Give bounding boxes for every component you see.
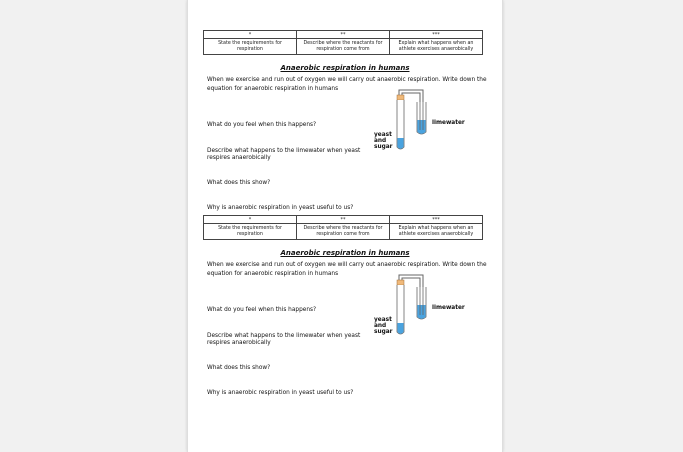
criteria-desc-1: State the requirements for respiration [204,224,297,240]
worksheet-page [187,0,503,452]
success-criteria-table [203,30,483,55]
criteria-star-3: *** [390,216,483,224]
stopper [397,95,404,100]
question-1: What do you feel when this happens? [207,122,317,128]
stopper [397,280,404,285]
yeast-sugar-label: yeast and sugar [374,317,393,336]
fermentation-diagram [368,86,473,152]
question-4: Why is anaerobic respiration in yeast useful to us? [207,205,354,211]
criteria-desc-2: Describe where the reactants for respiration come from [297,224,390,240]
worksheet-section-1 [188,30,502,220]
yeast-liquid [397,138,403,149]
question-4: Why is anaerobic respiration in yeast useful to us? [207,390,354,396]
intro-text: When we exercise and run out of oxygen we will carry out anaerobic respiration. Write down the equation for anaerobic respiration in humans [207,77,487,92]
limewater-liquid [417,305,425,319]
criteria-desc-3: Explain what happens when an athlete exercises anaerobically [390,39,483,55]
question-2: Describe what happens to the limewater when yeast respires anaerobically [207,333,361,346]
question-3: What does this show? [207,365,271,371]
intro-text: When we exercise and run out of oxygen we will carry out anaerobic respiration. Write down the equation for anaerobic respiration in humans [207,262,487,277]
criteria-star-2: ** [297,31,390,39]
criteria-star-2: ** [297,216,390,224]
criteria-star-3: *** [390,31,483,39]
yeast-liquid [397,323,403,334]
fermentation-diagram [368,271,473,337]
worksheet-section-2 [188,215,502,405]
section-heading: Anaerobic respiration in humans [280,249,410,257]
criteria-desc-2: Describe where the reactants for respiration come from [297,39,390,55]
yeast-sugar-label: yeast and sugar [374,132,393,151]
limewater-label: limewater [432,120,465,126]
criteria-star-1: * [204,216,297,224]
criteria-star-1: * [204,31,297,39]
limewater-label: limewater [432,305,465,311]
criteria-desc-1: State the requirements for respiration [204,39,297,55]
success-criteria-table [203,215,483,240]
section-heading: Anaerobic respiration in humans [280,64,410,72]
question-3: What does this show? [207,180,271,186]
question-2: Describe what happens to the limewater when yeast respires anaerobically [207,148,361,161]
limewater-liquid [417,120,425,134]
criteria-desc-3: Explain what happens when an athlete exercises anaerobically [390,224,483,240]
question-1: What do you feel when this happens? [207,307,317,313]
